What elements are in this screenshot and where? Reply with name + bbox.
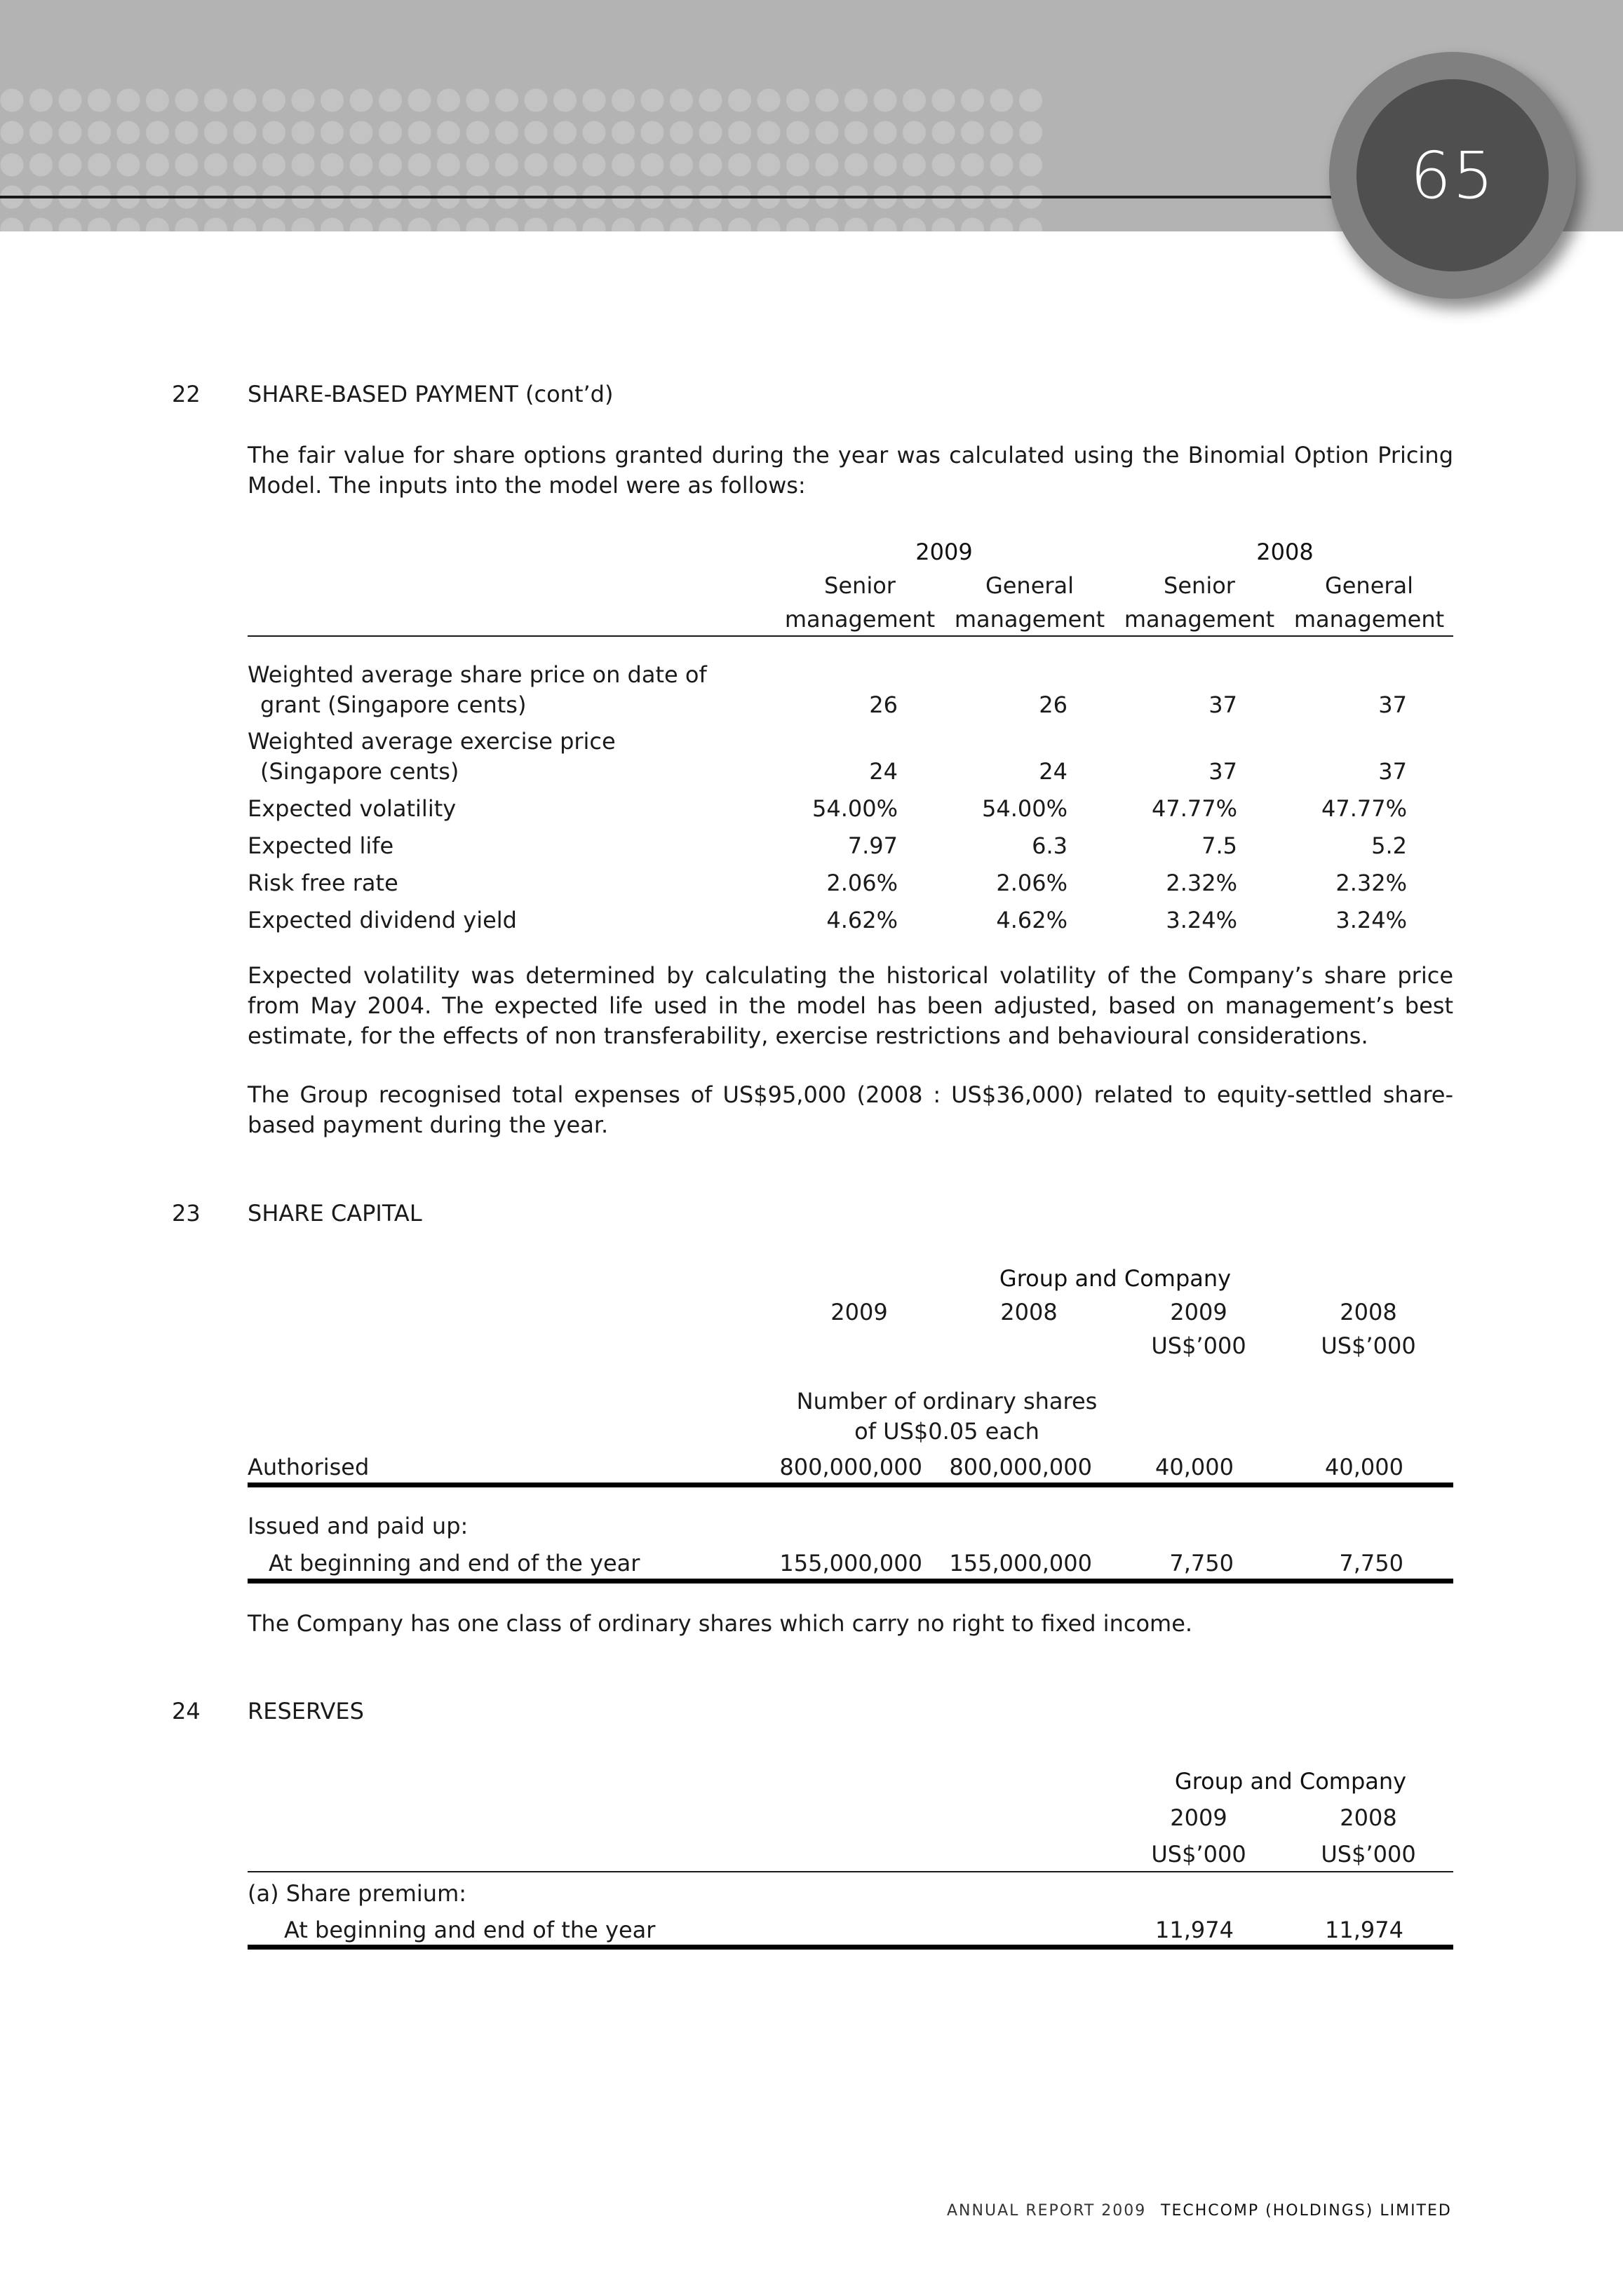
- col-year: 2008: [1340, 1804, 1397, 1831]
- cell-value: 26: [869, 691, 898, 718]
- col-unit: US$’000: [1321, 1332, 1416, 1359]
- cell-value: 6.3: [1032, 832, 1068, 859]
- cell-value: 24: [869, 758, 898, 785]
- col-header-line1: Senior: [1164, 572, 1235, 599]
- share-premium-total-rule: [248, 1945, 1453, 1950]
- cell-value: 4.62%: [826, 907, 898, 933]
- row-label: At beginning and end of the year: [284, 1917, 656, 1943]
- cell-value: 155,000,000: [779, 1550, 922, 1576]
- section-22-number: 22: [172, 381, 201, 407]
- col-header-line2: management: [1124, 606, 1275, 633]
- row-label: Risk free rate: [248, 870, 398, 896]
- volatility-paragraph: Expected volatility was determined by calculating the historical volatility of the Company’s share price from May 2004. The expected life used in the model has been adjusted, based on management’s best estimate, for the effects of non transferability, exercise restrictions and behavioural considerations.: [248, 962, 1453, 1049]
- col-year: 2009: [830, 1299, 888, 1325]
- cell-value: 7.97: [847, 832, 898, 859]
- cell-value: 11,974: [1325, 1917, 1403, 1943]
- cell-value: 47.77%: [1151, 795, 1237, 822]
- row-label-cont: (Singapore cents): [260, 758, 459, 785]
- cell-value: 37: [1208, 691, 1237, 718]
- cell-value: 5.2: [1371, 832, 1407, 859]
- col-header-line1: General: [985, 572, 1075, 599]
- col-unit: US$’000: [1151, 1332, 1246, 1359]
- cell-value: 3.24%: [1166, 907, 1237, 933]
- cell-value: 7.5: [1201, 832, 1237, 859]
- cell-value: 54.00%: [812, 795, 898, 822]
- row-label: At beginning and end of the year: [269, 1550, 640, 1576]
- section-24-title: RESERVES: [248, 1698, 364, 1724]
- cell-value: 40,000: [1325, 1454, 1403, 1480]
- cell-value: 2.06%: [826, 870, 898, 896]
- cell-value: 40,000: [1155, 1454, 1234, 1480]
- page-number-badge: [1329, 52, 1576, 299]
- cell-value: 26: [1039, 691, 1068, 718]
- page-number-badge-inner: [1356, 79, 1549, 271]
- table-header-rule: [248, 635, 1453, 637]
- col-unit: US$’000: [1321, 1841, 1416, 1868]
- cell-value: 2.32%: [1335, 870, 1407, 896]
- cell-value: 47.77%: [1321, 795, 1407, 822]
- col-header-line2: management: [784, 606, 936, 633]
- footer-report-label: ANNUAL REPORT 2009: [947, 2202, 1147, 2220]
- cell-value: 37: [1208, 758, 1237, 785]
- group-company-header: Group and Company: [1174, 1768, 1407, 1795]
- shares-note-line1: Number of ordinary shares: [796, 1388, 1098, 1414]
- col-year: 2009: [1170, 1299, 1227, 1325]
- group-company-header: Group and Company: [999, 1265, 1232, 1292]
- col-header-line1: Senior: [824, 572, 896, 599]
- col-year: 2008: [1340, 1299, 1397, 1325]
- col-year: 2008: [1000, 1299, 1058, 1325]
- col-year: 2009: [1170, 1804, 1227, 1831]
- cell-value: 800,000,000: [779, 1454, 922, 1480]
- cell-value: 4.62%: [996, 907, 1068, 933]
- section-22-intro: The fair value for share options granted during the year was calculated using the Binomial Option Pricing Model. The inputs into the model were as follows:: [248, 442, 1453, 499]
- year-header-2008: 2008: [1256, 539, 1314, 565]
- cell-value: 800,000,000: [949, 1454, 1092, 1480]
- col-header-line2: management: [954, 606, 1105, 633]
- issued-total-rule: [248, 1579, 1453, 1583]
- cell-value: 3.24%: [1335, 907, 1407, 933]
- section-23-number: 23: [172, 1200, 201, 1227]
- cell-value: 7,750: [1339, 1550, 1403, 1576]
- cell-value: 2.32%: [1166, 870, 1237, 896]
- share-class-note: The Company has one class of ordinary shares which carry no right to fixed income.: [248, 1610, 1193, 1637]
- row-label: Weighted average exercise price: [248, 728, 616, 755]
- header-rule: [0, 196, 1333, 198]
- row-label: Authorised: [248, 1454, 370, 1480]
- col-header-line2: management: [1293, 606, 1445, 633]
- authorised-total-rule: [248, 1483, 1453, 1487]
- shares-note-line2: of US$0.05 each: [854, 1418, 1039, 1445]
- col-unit: US$’000: [1151, 1841, 1246, 1868]
- section-22-title: SHARE-BASED PAYMENT (cont’d): [248, 381, 614, 407]
- share-premium-header: (a) Share premium:: [248, 1880, 467, 1907]
- cell-value: 2.06%: [996, 870, 1068, 896]
- cell-value: 11,974: [1155, 1917, 1234, 1943]
- section-24-number: 24: [172, 1698, 201, 1724]
- row-label: Expected dividend yield: [248, 907, 517, 933]
- expenses-paragraph: The Group recognised total expenses of US$95,000 (2008 : US$36,000) related to equity-settled share-based payment during the year.: [248, 1081, 1453, 1138]
- cell-value: 24: [1039, 758, 1068, 785]
- section-23-title: SHARE CAPITAL: [248, 1200, 422, 1227]
- row-label: Expected life: [248, 832, 394, 859]
- cell-value: 37: [1378, 758, 1407, 785]
- cell-value: 54.00%: [981, 795, 1068, 822]
- issued-header: Issued and paid up:: [248, 1513, 469, 1539]
- col-header-line1: General: [1324, 572, 1414, 599]
- cell-value: 155,000,000: [949, 1550, 1092, 1576]
- page-number: 65: [1410, 137, 1495, 213]
- table-header-rule: [248, 1871, 1453, 1872]
- row-label: Expected volatility: [248, 795, 457, 822]
- dot-pattern: [0, 88, 1046, 231]
- cell-value: 37: [1378, 691, 1407, 718]
- row-label: Weighted average share price on date of: [248, 661, 707, 688]
- cell-value: 7,750: [1169, 1550, 1234, 1576]
- year-header-2009: 2009: [915, 539, 973, 565]
- row-label-cont: grant (Singapore cents): [260, 691, 527, 718]
- footer-company-name: TECHCOMP (HOLDINGS) LIMITED: [1161, 2202, 1452, 2220]
